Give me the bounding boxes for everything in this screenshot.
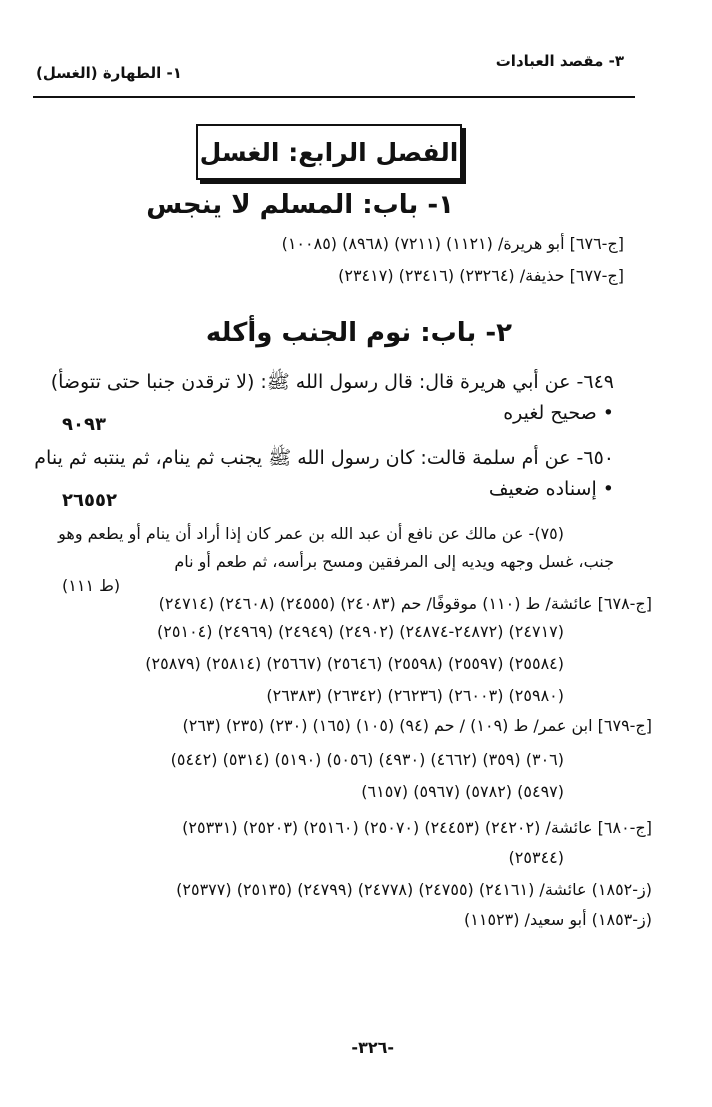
section-title-2: ٢- باب: نوم الجنب وأكله xyxy=(205,318,512,348)
ref-line: (٢٥٣٤٤) xyxy=(508,848,564,867)
ref-line: (٥٤٩٧) (٥٧٨٢) (٥٩٦٧) (٦١٥٧) xyxy=(361,782,564,801)
header-chapter: ١- الطهارة (الغسل) xyxy=(36,64,182,82)
hadith-grade: • صحيح لغيره xyxy=(503,402,614,424)
athar-reference: (ط ١١١) xyxy=(62,576,121,595)
hadith-number: ٩٠٩٣ xyxy=(62,414,106,435)
athar-line: جنب، غسل وجهه ويديه إلى المرفقين ومسح برأسه، ثم طعم أو نام xyxy=(174,552,614,571)
hadith-grade: • إسناده ضعيف xyxy=(488,478,614,500)
ref-line: (٢٤٧١٧) (٢٤٨٧٢-٢٤٨٧٤) (٢٤٩٠٢) (٢٤٩٤٩) (٢٤٩٦٩) (٢٥١٠٤) xyxy=(157,622,564,641)
ref-line: (ز-١٨٥٢) عائشة/ (٢٤١٦١) (٢٤٧٥٥) (٢٤٧٧٨) (٢٤٧٩٩) (٢٥١٣٥) (٢٥٣٧٧) xyxy=(176,880,652,899)
ref-line: (ز-١٨٥٣) أبو سعيد/ (١١٥٢٣) xyxy=(464,910,652,929)
ref-line: [ج-٦٧٧] حذيفة/ (٢٣٢٦٤) (٢٣٤١٦) (٢٣٤١٧) xyxy=(338,266,624,285)
ref-line: [ج-٦٧٦] أبو هريرة/ (١١٢١) (٧٢١١) (٨٩٦٨) (١٠٠٨٥) xyxy=(281,234,624,253)
chapter-box xyxy=(196,124,462,180)
hadith-number: ٢٦٥٥٢ xyxy=(62,490,117,511)
hadith-text: ٦٤٩- عن أبي هريرة قال: قال رسول الله ﷺ: (لا ترقدن جنبا حتى تتوضأ) xyxy=(50,371,614,393)
athar-line: (٧٥)- عن مالك عن نافع أن عبد الله بن عمر كان إذا أراد أن ينام أو يطعم وهو xyxy=(58,524,564,543)
ref-line: [ج-٦٧٨] عائشة/ ط (١١٠) موقوفًا/ حم (٢٤٠٨٣) (٢٤٥٥٥) (٢٤٦٠٨) (٢٤٧١٤) xyxy=(158,594,652,613)
ref-line: (٢٥٥٨٤) (٢٥٥٩٧) (٢٥٥٩٨) (٢٥٦٤٦) (٢٥٦٦٧) (٢٥٨١٤) (٢٥٨٧٩) xyxy=(145,654,564,673)
ref-line: (٣٠٦) (٣٥٩) (٤٦٦٢) (٤٩٣٠) (٥٠٥٦) (٥١٩٠) (٥٣١٤) (٥٤٤٢) xyxy=(170,750,564,769)
header-book-part: ٣- مقصد العبادات xyxy=(495,52,624,70)
page-number: -٣٢٦- xyxy=(351,1038,394,1057)
section-title-1: ١- باب: المسلم لا ينجس xyxy=(146,190,454,220)
hadith-text: ٦٥٠- عن أم سلمة قالت: كان رسول الله ﷺ يجنب ثم ينام، ثم ينتبه ثم ينام xyxy=(34,447,614,469)
ref-line: (٢٥٩٨٠) (٢٦٠٠٣) (٢٦٢٣٦) (٢٦٣٤٢) (٢٦٣٨٣) xyxy=(266,686,564,705)
ref-line: [ج-٦٨٠] عائشة/ (٢٤٢٠٢) (٢٤٤٥٣) (٢٥٠٧٠) (٢٥١٦٠) (٢٥٢٠٣) (٢٥٣٣١) xyxy=(182,818,652,837)
ref-line: [ج-٦٧٩] ابن عمر/ ط (١٠٩) / حم (٩٤) (١٠٥) (١٦٥) (٢٣٠) (٢٣٥) (٢٦٣) xyxy=(182,716,652,735)
chapter-title: الفصل الرابع: الغسل xyxy=(199,137,459,167)
header-rule xyxy=(33,96,635,98)
